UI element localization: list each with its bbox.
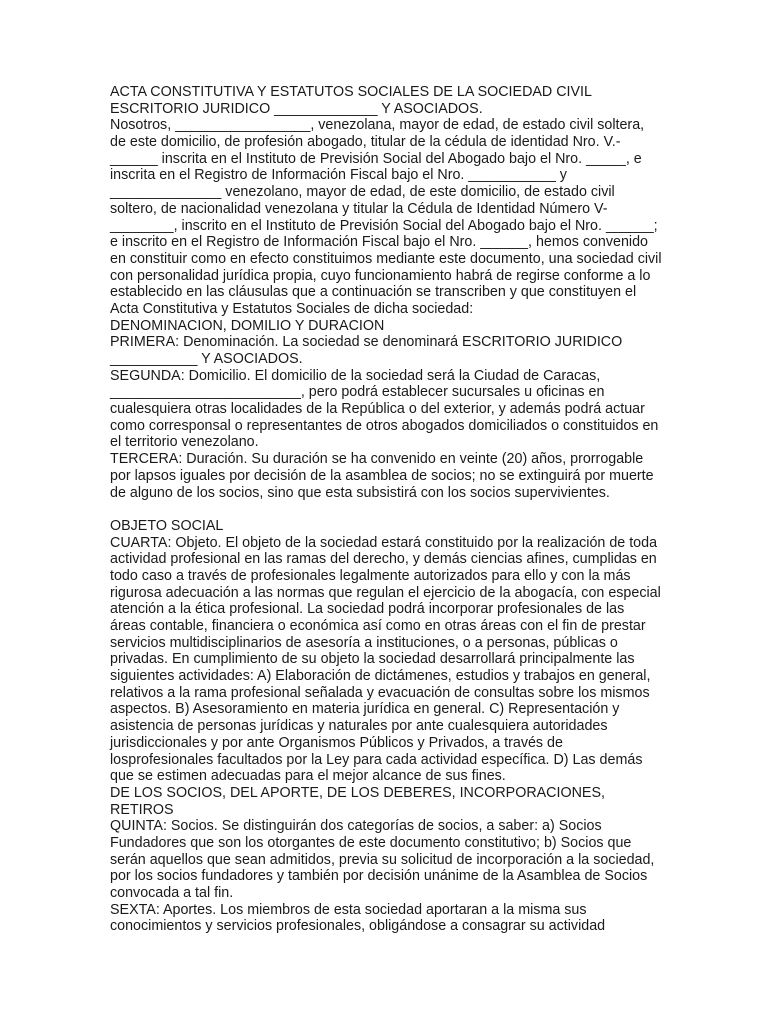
- text-line: ESCRITORIO JURIDICO _____________ Y ASOCIADOS.: [110, 100, 483, 117]
- text-line: con personalidad jurídica propia, cuyo funcionamiento habrá de regirse conforme a lo: [110, 267, 651, 284]
- text-line: en constituir como en efecto constituimos mediante este documento, una sociedad civil: [110, 250, 662, 267]
- text-line: aspectos. B) Asesoramiento en materia jurídica en general. C) Representación y: [110, 701, 620, 718]
- text-line: atención a la ética profesional. La sociedad podrá incorporar profesionales de las: [110, 601, 625, 618]
- blank-line: [110, 501, 748, 518]
- text-line: ________________________, pero podrá establecer sucursales u oficinas en: [110, 384, 605, 401]
- text-line: RETIROS: [110, 801, 174, 818]
- text-line: el territorio venezolano.: [110, 434, 259, 451]
- text-line: losprofesionales facultados por la Ley para cada actividad específica. D) Las demás: [110, 751, 643, 768]
- document-text: [110, 84, 748, 935]
- text-line: rigurosa adecuación a las normas que regulan el ejercicio de la abogacía, con especial: [110, 584, 661, 601]
- text-line: DENOMINACION, DOMILIO Y DURACION: [110, 317, 385, 334]
- text-line: áreas contable, financiera o económica así como en otras áreas con el fin de prestar: [110, 618, 646, 634]
- text-line: ______ inscrita en el Instituto de Previsión Social del Abogado bajo el Nro. _____, e: [110, 150, 642, 167]
- text-line: jurisdiccionales y por ante Organismos Públicos y Privados, a través de: [110, 734, 563, 751]
- text-line: ___________ Y ASOCIADOS.: [110, 351, 303, 367]
- text-line: inscrita en el Registro de Información Fiscal bajo el Nro. ___________ y: [110, 167, 567, 184]
- text-line: SEXTA: Aportes. Los miembros de esta sociedad aportaran a la misma sus: [110, 901, 587, 918]
- text-line: siguientes actividades: A) Elaboración de dictámenes, estudios y trabajos en general,: [110, 668, 651, 685]
- text-line: ________, inscrito en el Instituto de Previsión Social del Abogado bajo el Nro. ______;: [110, 217, 658, 234]
- text-line: servicios multidisciplinarios de asesoría a instituciones, o a personas, públicas o: [110, 634, 618, 651]
- text-line: SEGUNDA: Domicilio. El domicilio de la sociedad será la Ciudad de Caracas,: [110, 367, 601, 384]
- text-line: relativos a la rama profesional señalada y evacuación de consultas sobre los mismos: [110, 684, 650, 701]
- text-line: convocada a tal fin.: [110, 885, 234, 901]
- text-line: cualesquiera otras localidades de la República o del exterior, y además podrá actuar: [110, 401, 645, 418]
- text-line: de este domicilio, de profesión abogado, titular de la cédula de identidad Nro. V.-: [110, 134, 621, 151]
- text-line: Fundadores que son los otorgantes de este documento constitutivo; b) Socios que: [110, 834, 632, 851]
- text-line: de alguno de los socios, sino que esta subsistirá con los socios supervivientes.: [110, 484, 610, 501]
- text-line: establecido en las cláusulas que a continuación se transcriben y que constituyen el: [110, 284, 637, 301]
- text-line: TERCERA: Duración. Su duración se ha convenido en veinte (20) años, prorrogable: [110, 451, 644, 468]
- text-line: soltero, de nacionalidad venezolana y titular la Cédula de Identidad Número V-: [110, 200, 608, 217]
- text-line: todo caso a través de profesionales legalmente autorizados para ello y con la más: [110, 567, 631, 584]
- text-line: actividad profesional en las ramas del derecho, y demás ciencias afines, cumplidas en: [110, 551, 657, 568]
- text-line: privadas. En cumplimiento de su objeto la sociedad desarrollará principalmente las: [110, 651, 635, 668]
- text-line: OBJETO SOCIAL: [110, 517, 224, 534]
- text-line: como corresponsal o representantes de otros abogados domiciliados o constituidos en: [110, 417, 659, 434]
- text-line: CUARTA: Objeto. El objeto de la sociedad estará constituido por la realización de toda: [110, 534, 658, 551]
- text-line: que se estimen adecuadas para el mejor alcance de sus fines.: [110, 768, 506, 785]
- text-line: por lapsos iguales por decisión de la asamblea de socios; no se extinguirá por muerte: [110, 467, 654, 484]
- text-line: asistencia de personas jurídicas y naturales por ante cualesquiera autoridades: [110, 718, 608, 735]
- text-line: Nosotros, _________________, venezolana, mayor de edad, de estado civil soltera,: [110, 117, 645, 134]
- text-line: conocimientos y servicios profesionales, obligándose a consagrar su actividad: [110, 918, 606, 935]
- text-line: serán aquellos que sean admitidos, previa su solicitud de incorporación a la sociedad,: [110, 851, 655, 868]
- text-line: ACTA CONSTITUTIVA Y ESTATUTOS SOCIALES DE LA SOCIEDAD CIVIL: [110, 84, 592, 100]
- text-line: DE LOS SOCIOS, DEL APORTE, DE LOS DEBERES, INCORPORACIONES,: [110, 784, 605, 801]
- text-line: e inscrito en el Registro de Información Fiscal bajo el Nro. ______, hemos convenido: [110, 234, 649, 251]
- text-line: por los socios fundadores y también por decisión unánime de la Asamblea de Socios: [110, 868, 648, 885]
- text-line: Acta Constitutiva y Estatutos Sociales de dicha sociedad:: [110, 300, 474, 317]
- text-line: ______________ venezolano, mayor de edad, de este domicilio, de estado civil: [110, 184, 615, 201]
- text-line: QUINTA: Socios. Se distinguirán dos categorías de socios, a saber: a) Socios: [110, 818, 602, 835]
- text-line: PRIMERA: Denominación. La sociedad se denominará ESCRITORIO JURIDICO: [110, 334, 623, 351]
